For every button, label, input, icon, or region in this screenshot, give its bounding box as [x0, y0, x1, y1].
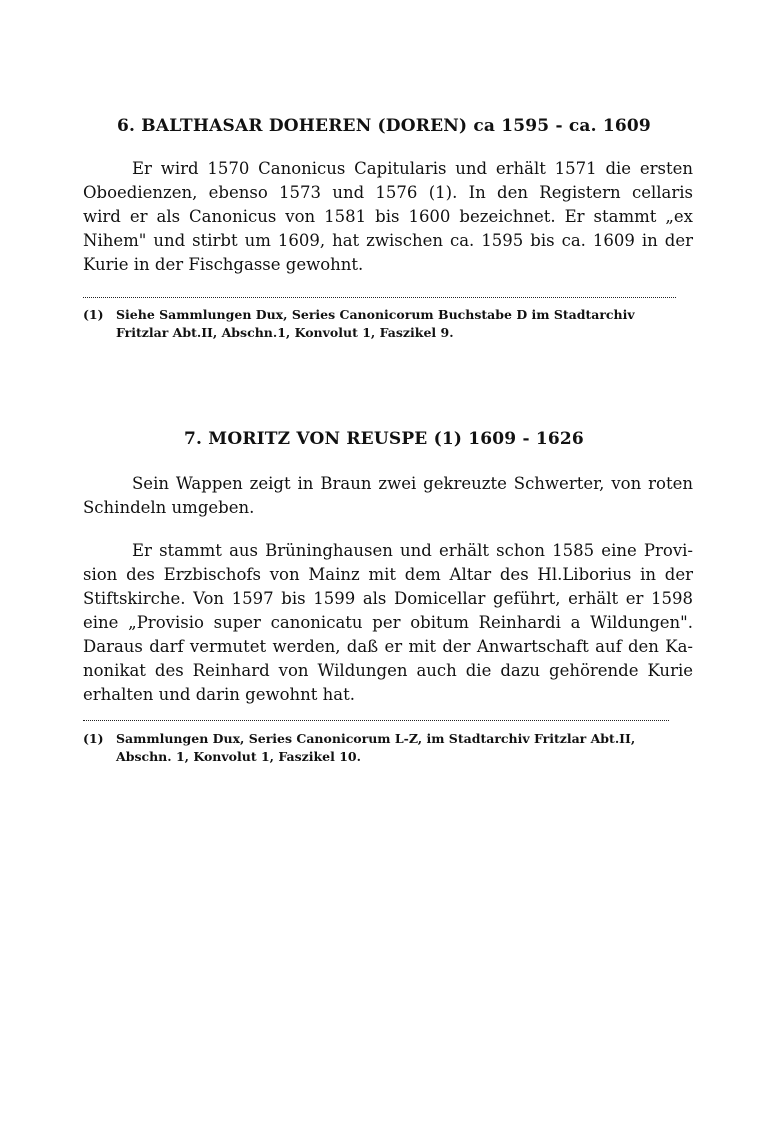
paragraph-line: Nihem" und stirbt um 1609, hat zwischen ca. 1595 bis ca. 1609 in der — [83, 231, 693, 250]
paragraph-line: sion des Erzbischofs von Mainz mit dem Altar des Hl.Liborius in der — [83, 565, 693, 584]
section-6-paragraph — [83, 157, 693, 277]
footnote-divider — [83, 720, 669, 721]
paragraph-line: Stiftskirche. Von 1597 bis 1599 als Domicellar geführt, erhält er 1598 — [83, 589, 693, 608]
section-7-paragraph-1 — [83, 472, 693, 520]
footnote-mark: (1) — [83, 307, 104, 322]
footnote-line: Sammlungen Dux, Series Canonicorum L-Z, im Stadtarchiv Fritzlar Abt.II, — [116, 731, 636, 746]
section-7-heading: 7. MORITZ VON REUSPE (1) 1609 - 1626 — [184, 429, 584, 449]
paragraph-line: Kurie in der Fischgasse gewohnt. — [83, 255, 364, 274]
paragraph-line: Er wird 1570 Canonicus Capitularis und erhält 1571 die ersten — [132, 159, 693, 178]
paragraph-line: Oboedienzen, ebenso 1573 und 1576 (1). In den Registern cellaris — [83, 183, 693, 202]
paragraph-line: Schindeln umgeben. — [83, 498, 255, 517]
paragraph-line: wird er als Canonicus von 1581 bis 1600 bezeichnet. Er stammt „ex — [83, 207, 693, 226]
paragraph-line: Er stammt aus Brüninghausen und erhält schon 1585 eine Provi- — [132, 541, 693, 560]
footnote-divider — [83, 297, 676, 298]
footnote-line: Fritzlar Abt.II, Abschn.1, Konvolut 1, Faszikel 9. — [116, 325, 454, 340]
paragraph-line: nonikat des Reinhard von Wildungen auch die dazu gehörende Kurie — [83, 661, 693, 680]
section-6-footnote — [83, 306, 683, 342]
footnote-line: Abschn. 1, Konvolut 1, Faszikel 10. — [116, 749, 361, 764]
section-7-footnote — [83, 730, 683, 766]
section-7-paragraph-2 — [83, 539, 693, 707]
paragraph-line: eine „Provisio super canonicatu per obitum Reinhardi a Wildungen". — [83, 613, 693, 632]
footnote-line: Siehe Sammlungen Dux, Series Canonicorum Buchstabe D im Stadtarchiv — [116, 307, 635, 322]
footnote-mark: (1) — [83, 731, 104, 746]
paragraph-line: erhalten und darin gewohnt hat. — [83, 685, 356, 704]
paragraph-line: Daraus darf vermutet werden, daß er mit der Anwartschaft auf den Ka- — [83, 637, 693, 656]
section-6-heading: 6. BALTHASAR DOHEREN (DOREN) ca 1595 - ca. 1609 — [117, 116, 651, 136]
paragraph-line: Sein Wappen zeigt in Braun zwei gekreuzte Schwerter, von roten — [132, 474, 693, 493]
